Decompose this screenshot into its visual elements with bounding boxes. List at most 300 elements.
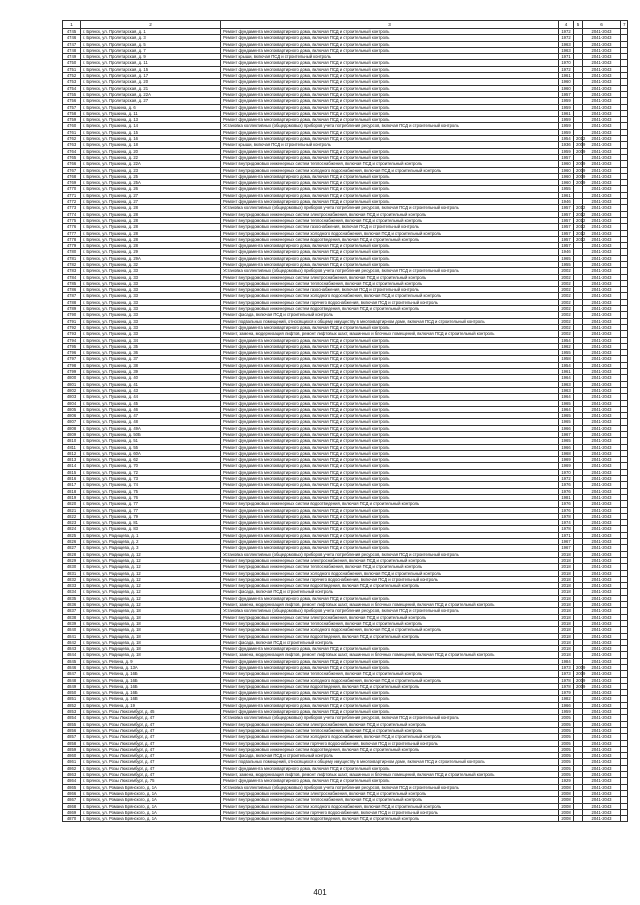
planned-period: 2041-2043: [583, 47, 621, 53]
row-number: 4829: [63, 557, 81, 563]
address: г. Брянск, ул. Пушкина, д. 22А: [81, 161, 221, 167]
planned-period: 2041-2043: [583, 331, 621, 337]
planned-period: 2041-2043: [583, 312, 621, 318]
planned-period: 2041-2043: [583, 180, 621, 186]
address: г. Брянск, ул. Пушкина, д. 28: [81, 211, 221, 217]
planned-period: 2041-2043: [583, 60, 621, 66]
work-type: Ремонт фундамента многоквартирного дома, включая ПСД и строительный контроль: [221, 85, 559, 91]
address: г. Брянск, ул. Пушкина, д. 20: [81, 148, 221, 154]
work-type: Ремонт внутридомовых инженерных систем холодного водоснабжения, включая ПСД и строительный контроль: [221, 627, 559, 633]
header-col-6: 6: [583, 21, 621, 29]
address: г. Брянск, ул. Репина, д. 16Б: [81, 683, 221, 689]
work-type: Ремонт фундамента многоквартирного дома, включая ПСД и строительный контроль: [221, 180, 559, 186]
build-year: 1962: [559, 343, 574, 349]
build-year: 1978: [559, 513, 574, 519]
build-year: 1976: [559, 488, 574, 494]
address: г. Брянск, ул. Пушкина, д. 25: [81, 173, 221, 179]
planned-period: 2041-2043: [583, 444, 621, 450]
address: г. Брянск, ул. Пушкина, д. 50Б: [81, 432, 221, 438]
repair-year: 2009: [574, 671, 583, 677]
address: г. Брянск, ул. Радищева, д. 12: [81, 570, 221, 576]
row-number: 4793: [63, 331, 81, 337]
build-year: 1969: [559, 463, 574, 469]
row-number: 4824: [63, 526, 81, 532]
address: г. Брянск, ул. Пушкина, д. 33: [81, 280, 221, 286]
address: г. Брянск, ул. Пушкина, д. 26: [81, 186, 221, 192]
work-type: Ремонт фасада, включая ПСД и строительный контроль: [221, 589, 559, 595]
row-number: 4817: [63, 482, 81, 488]
build-year: 1957: [559, 154, 574, 160]
work-type: Ремонт внутридомовых инженерных систем электроснабжения, включая ПСД и строительный контроль: [221, 721, 559, 727]
row-number: 4845: [63, 658, 81, 664]
planned-period: 2041-2043: [583, 66, 621, 72]
work-type: Ремонт фундамента многоквартирного дома, включая ПСД и строительный контроль: [221, 41, 559, 47]
row-number: 4814: [63, 463, 81, 469]
work-type: Ремонт внутридомовых инженерных систем водоотведения, включая ПСД и строительный контроль: [221, 746, 559, 752]
build-year: 2018: [559, 564, 574, 570]
work-type: Ремонт внутридомовых инженерных систем холодного водоснабжения, включая ПСД и строительный контроль: [221, 167, 559, 173]
address: г. Брянск, ул. Радищева, д. 18: [81, 646, 221, 652]
row-number: 4788: [63, 299, 81, 305]
capital-repair-table: [62, 20, 628, 822]
address: г. Брянск, ул. Пролетарская, д. 3: [81, 35, 221, 41]
row-number: 4820: [63, 501, 81, 507]
build-year: 2018: [559, 639, 574, 645]
work-type: Ремонт внутридомовых инженерных систем водоотведения, включая ПСД и строительный контроль: [221, 683, 559, 689]
planned-period: 2041-2043: [583, 387, 621, 393]
build-year: 2018: [559, 646, 574, 652]
address: г. Брянск, ул. Пушкина, д. 49А: [81, 425, 221, 431]
build-year: 1965: [559, 419, 574, 425]
repair-year: 2012: [574, 236, 583, 242]
work-type: Установка коллективных (общедомовых) приборов учета потребления ресурсов, включая ПСД и строительный контроль: [221, 268, 559, 274]
address: г. Брянск, ул. Пушкина, д. 29: [81, 249, 221, 255]
build-year: 1957: [559, 243, 574, 249]
row-number: 4857: [63, 734, 81, 740]
work-type: Ремонт, замена, модернизация лифтов, ремонт лифтовых шахт, машинных и блочных помещений, включая ПСД и строительный контроль: [221, 772, 559, 778]
address: г. Брянск, ул. Пролетарская, д. 22А: [81, 91, 221, 97]
build-year: 1959: [559, 104, 574, 110]
build-year: 2018: [559, 595, 574, 601]
work-type: Ремонт внутридомовых инженерных систем теплоснабжения, включая ПСД и строительный контроль: [221, 620, 559, 626]
build-year: 1954: [559, 337, 574, 343]
planned-period: 2041-2043: [583, 715, 621, 721]
row-number: 4762: [63, 136, 81, 142]
build-year: 1974: [559, 520, 574, 526]
row-number: 4792: [63, 324, 81, 330]
build-year: 2018: [559, 589, 574, 595]
planned-period: 2041-2043: [583, 205, 621, 211]
row-number: 4826: [63, 539, 81, 545]
work-type: Ремонт фундамента многоквартирного дома, включая ПСД и строительный контроль: [221, 469, 559, 475]
address: г. Брянск, ул. Пушкина, д. 27: [81, 192, 221, 198]
address: г. Брянск, ул. Пролетарская, д. 1: [81, 29, 221, 35]
planned-period: 2041-2043: [583, 772, 621, 778]
planned-period: 2041-2043: [583, 154, 621, 160]
address: г. Брянск, ул. Пушкина, д. 33: [81, 268, 221, 274]
build-year: 2002: [559, 287, 574, 293]
row-number: 4838: [63, 614, 81, 620]
build-year: 1959: [559, 129, 574, 135]
row-number: 4767: [63, 167, 81, 173]
address: г. Брянск, ул. Радищева, д. 18: [81, 614, 221, 620]
planned-period: 2041-2043: [583, 627, 621, 633]
address: г. Брянск, ул. Пушкина, д. 48: [81, 419, 221, 425]
planned-period: 2041-2043: [583, 425, 621, 431]
work-type: Ремонт фундамента многоквартирного дома, включая ПСД и строительный контроль: [221, 444, 559, 450]
repair-year: 2012: [574, 205, 583, 211]
build-year: 1946: [559, 199, 574, 205]
build-year: 1957: [559, 205, 574, 211]
row-number: 4861: [63, 759, 81, 765]
build-year: 1959: [559, 123, 574, 129]
row-number: 4763: [63, 142, 81, 148]
row-number: 4868: [63, 803, 81, 809]
address: г. Брянск, ул. Пушкина, д. 11: [81, 110, 221, 116]
work-type: Ремонт внутридомовых инженерных систем холодного водоснабжения, включая ПСД и строительный контроль: [221, 230, 559, 236]
planned-period: 2041-2043: [583, 236, 621, 242]
planned-period: 2041-2043: [583, 570, 621, 576]
row-number: 4795: [63, 343, 81, 349]
address: г. Брянск, ул. Пушкина, д. 33: [81, 274, 221, 280]
planned-period: 2041-2043: [583, 142, 621, 148]
work-type: Ремонт фундамента многоквартирного дома, включая ПСД и строительный контроль: [221, 91, 559, 97]
row-number: 4828: [63, 551, 81, 557]
build-year: 2002: [559, 280, 574, 286]
work-type: Ремонт фундамента многоквартирного дома, включая ПСД и строительный контроль: [221, 199, 559, 205]
repair-year: 2009: [574, 173, 583, 179]
row-number: 4863: [63, 772, 81, 778]
row-number: 4800: [63, 375, 81, 381]
address: г. Брянск, ул. Радищева, д. 18: [81, 633, 221, 639]
build-year: 1929: [559, 778, 574, 784]
planned-period: 2041-2043: [583, 658, 621, 664]
row-number: 4751: [63, 66, 81, 72]
address: г. Брянск, ул. Пушкина, д. 81: [81, 520, 221, 526]
planned-period: 2041-2043: [583, 306, 621, 312]
work-type: Ремонт фундамента многоквартирного дома, включая ПСД и строительный контроль: [221, 98, 559, 104]
address: г. Брянск, ул. Пушкина, д. 33: [81, 318, 221, 324]
address: г. Брянск, ул. Радищева, д. 12: [81, 589, 221, 595]
work-type: Ремонт внутридомовых инженерных систем водоотведения, включая ПСД и строительный контроль: [221, 236, 559, 242]
address: г. Брянск, ул. Розы Люксембург, д. 47: [81, 740, 221, 746]
planned-period: 2041-2043: [583, 740, 621, 746]
planned-period: 2041-2043: [583, 532, 621, 538]
build-year: 1978: [559, 526, 574, 532]
planned-period: 2041-2043: [583, 350, 621, 356]
work-type: Ремонт внутридомовых инженерных систем электроснабжения, включая ПСД и строительный контроль: [221, 557, 559, 563]
build-year: 1964: [559, 406, 574, 412]
repair-year: 2009: [574, 167, 583, 173]
work-type: Ремонт фундамента многоквартирного дома, включая ПСД и строительный контроль: [221, 129, 559, 135]
build-year: 1970: [559, 469, 574, 475]
build-year: 1969: [559, 457, 574, 463]
work-type: Ремонт фундамента многоквартирного дома, включая ПСД и строительный контроль: [221, 658, 559, 664]
repair-year: 2009: [574, 161, 583, 167]
row-number: 4841: [63, 633, 81, 639]
work-type: Ремонт фундамента многоквартирного дома, включая ПСД и строительный контроль: [221, 463, 559, 469]
row-number: 4812: [63, 450, 81, 456]
address: г. Брянск, ул. Пушкина, д. 34: [81, 337, 221, 343]
planned-period: 2041-2043: [583, 450, 621, 456]
work-type: Ремонт фундамента многоквартирного дома, включая ПСД и строительный контроль: [221, 324, 559, 330]
work-type: Ремонт внутридомовых инженерных систем электроснабжения, включая ПСД и строительный контроль: [221, 211, 559, 217]
build-year: 2018: [559, 633, 574, 639]
work-type: Ремонт внутридомовых инженерных систем горячего водоснабжения, включая ПСД и строительный контроль: [221, 576, 559, 582]
row-number: 4754: [63, 85, 81, 91]
work-type: Ремонт фундамента многоквартирного дома, включая ПСД и строительный контроль: [221, 110, 559, 116]
build-year: 1984: [559, 658, 574, 664]
row-number: 4781: [63, 255, 81, 261]
repair-year: 2012: [574, 211, 583, 217]
work-type: Ремонт внутридомовых инженерных систем теплоснабжения, включая ПСД и строительный контроль: [221, 217, 559, 223]
build-year: 1955: [559, 261, 574, 267]
address: г. Брянск, ул. Пушкина, д. 38: [81, 362, 221, 368]
work-type: Ремонт внутридомовых инженерных систем водоотведения, включая ПСД и строительный контроль: [221, 633, 559, 639]
header-col-7: 7: [621, 21, 628, 29]
planned-period: 2041-2043: [583, 620, 621, 626]
header-col-4: 4: [559, 21, 574, 29]
address: г. Брянск, ул. Розы Люксембург, д. 47: [81, 746, 221, 752]
planned-period: 2041-2043: [583, 255, 621, 261]
build-year: 2005: [559, 753, 574, 759]
address: г. Брянск, ул. Пушкина, д. 28: [81, 243, 221, 249]
work-type: Ремонт фундамента многоквартирного дома, включая ПСД и строительный контроль: [221, 696, 559, 702]
build-year: 2005: [559, 740, 574, 746]
planned-period: 2041-2043: [583, 192, 621, 198]
work-type: Ремонт фундамента многоквартирного дома, включая ПСД и строительный контроль: [221, 400, 559, 406]
row-number: 4749: [63, 54, 81, 60]
address: г. Брянск, ул. Розы Люксембург, д. 47: [81, 715, 221, 721]
work-type: Ремонт фундамента многоквартирного дома, включая ПСД и строительный контроль: [221, 778, 559, 784]
work-type: Ремонт фундамента многоквартирного дома, включая ПСД и строительный контроль: [221, 35, 559, 41]
work-type: Ремонт, замена, модернизация лифтов, ремонт лифтовых шахт, машинных и блочных помещений, включая ПСД и строительный контроль: [221, 331, 559, 337]
work-type: Ремонт фундамента многоквартирного дома, включая ПСД и строительный контроль: [221, 482, 559, 488]
address: г. Брянск, ул. Пушкина, д. 62: [81, 457, 221, 463]
row-number: 4843: [63, 646, 81, 652]
planned-period: 2041-2043: [583, 274, 621, 280]
address: г. Брянск, ул. Пушкина, д. 70: [81, 463, 221, 469]
work-type: Ремонт фундамента многоквартирного дома, включая ПСД и строительный контроль: [221, 526, 559, 532]
address: г. Брянск, ул. Розы Люксембург, д. 47: [81, 734, 221, 740]
address: г. Брянск, ул. Репина, д. 9: [81, 658, 221, 664]
header-col-2: 2: [81, 21, 221, 29]
work-type: Ремонт фундамента многоквартирного дома, включая ПСД и строительный контроль: [221, 702, 559, 708]
planned-period: 2041-2043: [583, 293, 621, 299]
planned-period: 2041-2043: [583, 507, 621, 513]
build-year: 2002: [559, 312, 574, 318]
address: г. Брянск, ул. Пушкина, д. 33: [81, 312, 221, 318]
repair-year: 2012: [574, 217, 583, 223]
row-number: 4773: [63, 205, 81, 211]
row-number: 4804: [63, 400, 81, 406]
planned-period: 2041-2043: [583, 727, 621, 733]
planned-period: 2041-2043: [583, 268, 621, 274]
planned-period: 2041-2043: [583, 576, 621, 582]
planned-period: 2041-2043: [583, 639, 621, 645]
address: г. Брянск, ул. Пушкина, д. 76: [81, 494, 221, 500]
planned-period: 2041-2043: [583, 513, 621, 519]
build-year: 2005: [559, 721, 574, 727]
address: г. Брянск, ул. Пушкина, д. 28: [81, 205, 221, 211]
repair-year: 2012: [574, 136, 583, 142]
work-type: Ремонт фундамента многоквартирного дома, включая ПСД и строительный контроль: [221, 413, 559, 419]
row-number: 4867: [63, 797, 81, 803]
row-number: 4833: [63, 583, 81, 589]
build-year: 1982: [559, 696, 574, 702]
build-year: 2008: [559, 784, 574, 790]
row-number: 4842: [63, 639, 81, 645]
planned-period: 2041-2043: [583, 318, 621, 324]
planned-period: 2041-2043: [583, 136, 621, 142]
planned-period: 2041-2043: [583, 381, 621, 387]
work-type: Установка коллективных (общедомовых) приборов учета потребления ресурсов, включая ПСД и строительный контроль: [221, 608, 559, 614]
work-type: Ремонт внутридомовых инженерных систем горячего водоснабжения, включая ПСД и строительный контроль: [221, 809, 559, 815]
row-number: 4831: [63, 570, 81, 576]
address: г. Брянск, ул. Пушкина, д. 60А: [81, 450, 221, 456]
build-year: 1979: [559, 690, 574, 696]
work-type: Ремонт фундамента многоквартирного дома, включая ПСД и строительный контроль: [221, 249, 559, 255]
work-type: Ремонт фундамента многоквартирного дома, включая ПСД и строительный контроль: [221, 406, 559, 412]
build-year: 1946: [559, 249, 574, 255]
build-year: 1954: [559, 362, 574, 368]
row-number: 4768: [63, 173, 81, 179]
row-number: 4807: [63, 419, 81, 425]
row-number: 4856: [63, 727, 81, 733]
build-year: 2002: [559, 274, 574, 280]
planned-period: 2041-2043: [583, 287, 621, 293]
planned-period: 2041-2043: [583, 778, 621, 784]
build-year: 2018: [559, 652, 574, 658]
build-year: 1966: [559, 702, 574, 708]
work-type: Ремонт фундамента многоквартирного дома, включая ПСД и строительный контроль: [221, 457, 559, 463]
row-number: 4809: [63, 432, 81, 438]
work-type: Ремонт фундамента многоквартирного дома, включая ПСД и строительный контроль: [221, 539, 559, 545]
row-number: 4822: [63, 513, 81, 519]
planned-period: 2041-2043: [583, 432, 621, 438]
build-year: 1961: [559, 192, 574, 198]
build-year: 2008: [559, 803, 574, 809]
address: г. Брянск, ул. Репина, д. 16В: [81, 696, 221, 702]
build-year: 1978: [559, 677, 574, 683]
work-type: Ремонт фундамента многоквартирного дома, включая ПСД и строительный контроль: [221, 387, 559, 393]
build-year: 2018: [559, 620, 574, 626]
row-number: 4837: [63, 608, 81, 614]
work-type: Ремонт фундамента многоквартирного дома, включая ПСД и строительный контроль: [221, 136, 559, 142]
address: г. Брянск, ул. Розы Люксембург, д. 47: [81, 765, 221, 771]
work-type: Ремонт внутридомовых инженерных систем теплоснабжения, включая ПСД и строительный контроль: [221, 280, 559, 286]
row-number: 4801: [63, 381, 81, 387]
planned-period: 2041-2043: [583, 110, 621, 116]
row-number: 4859: [63, 746, 81, 752]
address: г. Брянск, ул. Радищева, д. 3: [81, 545, 221, 551]
address: г. Брянск, ул. Розы Люксембург, д. 75: [81, 778, 221, 784]
planned-period: 2041-2043: [583, 98, 621, 104]
repair-year: 2009: [574, 677, 583, 683]
header-col-5: 5: [574, 21, 583, 29]
row-number: 4785: [63, 280, 81, 286]
work-type: Ремонт фундамента многоквартирного дома, включая ПСД и строительный контроль: [221, 173, 559, 179]
work-type: Ремонт фундамента многоквартирного дома, включая ПСД и строительный контроль: [221, 494, 559, 500]
row-number: 4775: [63, 217, 81, 223]
planned-period: 2041-2043: [583, 545, 621, 551]
address: г. Брянск, ул. Пушкина, д. 36: [81, 350, 221, 356]
planned-period: 2041-2043: [583, 356, 621, 362]
row-number: 4759: [63, 117, 81, 123]
work-type: Ремонт фундамента многоквартирного дома, включая ПСД и строительный контроль: [221, 765, 559, 771]
address: г. Брянск, ул. Пушкина, д. 13: [81, 117, 221, 123]
build-year: 1936: [559, 142, 574, 148]
planned-period: 2041-2043: [583, 702, 621, 708]
planned-period: 2041-2043: [583, 161, 621, 167]
row-number: 4836: [63, 602, 81, 608]
row-number: 4784: [63, 274, 81, 280]
build-year: 2018: [559, 570, 574, 576]
build-year: 1973: [559, 664, 574, 670]
row-number: 4776: [63, 224, 81, 230]
row-number: 4818: [63, 488, 81, 494]
work-type: Ремонт фундамента многоквартирного дома, включая ПСД и строительный контроль: [221, 425, 559, 431]
build-year: 1961: [559, 369, 574, 375]
work-type: Ремонт внутридомовых инженерных систем теплоснабжения, включая ПСД и строительный контроль: [221, 671, 559, 677]
address: г. Брянск, ул. Радищева, д. 12: [81, 557, 221, 563]
row-number: 4815: [63, 469, 81, 475]
work-type: Ремонт внутридомовых инженерных систем теплоснабжения, включая ПСД и строительный контроль: [221, 797, 559, 803]
address: г. Брянск, ул. Пушкина, д. 39: [81, 369, 221, 375]
row-number: 4791: [63, 318, 81, 324]
work-type: Ремонт фасада, включая ПСД и строительный контроль: [221, 639, 559, 645]
work-type: Ремонт фундамента многоквартирного дома, включая ПСД и строительный контроль: [221, 709, 559, 715]
address: г. Брянск, ул. Пушкина, д. 40: [81, 375, 221, 381]
work-type: Ремонт фундамента многоквартирного дома, включая ПСД и строительный контроль: [221, 261, 559, 267]
work-type: Ремонт фундамента многоквартирного дома, включая ПСД и строительный контроль: [221, 545, 559, 551]
planned-period: 2041-2043: [583, 211, 621, 217]
work-type: Ремонт внутридомовых инженерных систем холодного водоснабжения, включая ПСД и строительный контроль: [221, 803, 559, 809]
row-number: 4755: [63, 91, 81, 97]
row-number: 4810: [63, 438, 81, 444]
build-year: 1957: [559, 211, 574, 217]
work-type: Ремонт фундамента многоквартирного дома, включая ПСД и строительный контроль: [221, 419, 559, 425]
planned-period: 2041-2043: [583, 589, 621, 595]
row-number: 4797: [63, 356, 81, 362]
row-number: 4839: [63, 620, 81, 626]
address: г. Брянск, ул. Радищева, д. 12: [81, 602, 221, 608]
address: г. Брянск, ул. Розы Люксембург, д. 45: [81, 709, 221, 715]
build-year: 2005: [559, 734, 574, 740]
work-type: Ремонт внутридомовых инженерных систем горячего водоснабжения, включая ПСД и строительный контроль: [221, 299, 559, 305]
address: г. Брянск, ул. Пушкина, д. 33: [81, 287, 221, 293]
build-year: 2005: [559, 727, 574, 733]
row-number: 4844: [63, 652, 81, 658]
row-number: 4782: [63, 261, 81, 267]
work-type: Ремонт внутридомовых инженерных систем теплоснабжения, включая ПСД и строительный контроль: [221, 727, 559, 733]
work-type: Ремонт фундамента многоквартирного дома, включая ПСД и строительный контроль: [221, 154, 559, 160]
row-number: 4806: [63, 413, 81, 419]
row-number: 4846: [63, 664, 81, 670]
build-year: 1967: [559, 539, 574, 545]
repair-year: 2009: [574, 148, 583, 154]
row-number: 4811: [63, 444, 81, 450]
address: г. Брянск, ул. Пушкина, д. 22: [81, 154, 221, 160]
row-number: 4764: [63, 148, 81, 154]
address: г. Брянск, ул. Репина, д. 19: [81, 702, 221, 708]
address: г. Брянск, ул. Пушкина, д. 33: [81, 331, 221, 337]
planned-period: 2041-2043: [583, 488, 621, 494]
planned-period: 2041-2043: [583, 224, 621, 230]
work-type: Установка коллективных (общедомовых) приборов учета потребления ресурсов, включая ПСД и строительный контроль: [221, 551, 559, 557]
address: г. Брянск, ул. Пушкина, д. 18: [81, 142, 221, 148]
row-number: 4852: [63, 702, 81, 708]
